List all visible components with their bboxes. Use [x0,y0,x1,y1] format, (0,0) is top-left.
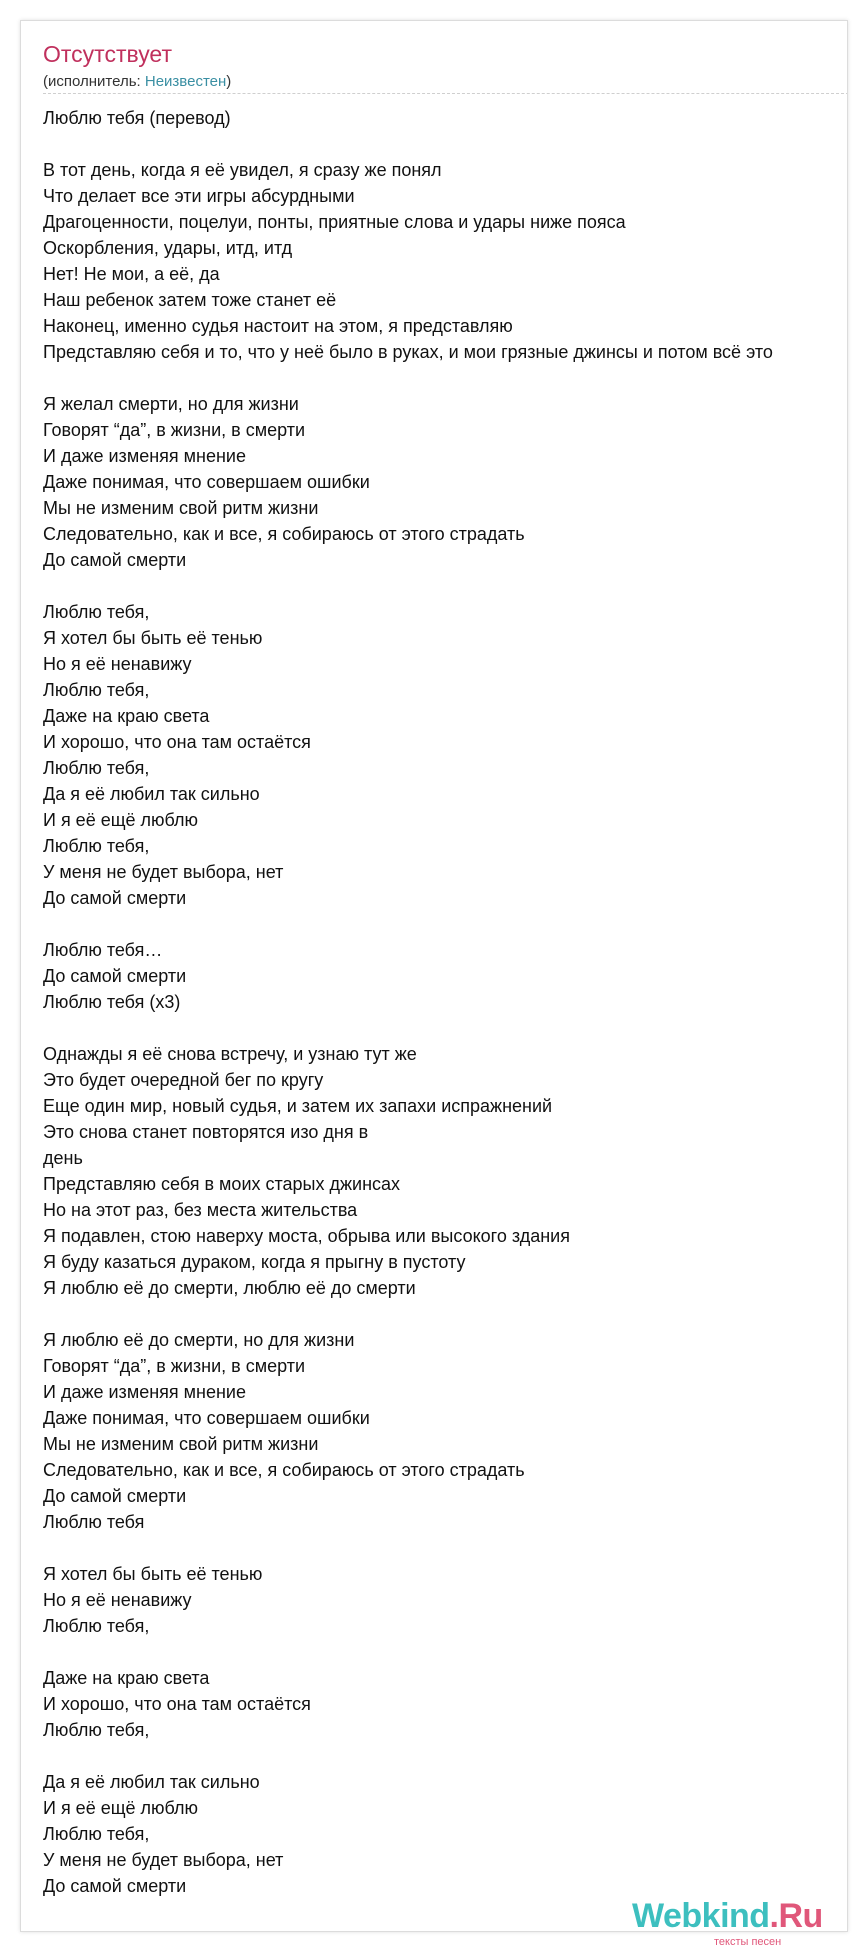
lyric-line: Да я её любил так сильно [43,784,260,804]
lyrics-text [43,105,848,1899]
lyric-line: До самой смерти [43,888,187,908]
stanza-gap [43,911,848,937]
lyric-line: Мы не изменим свой ритм жизни [43,1434,319,1454]
lyric-line: Еще один мир, новый судья, и затем их запахи испражнений [43,1096,553,1116]
lyric-line: Говорят “да”, в жизни, в смерти [43,420,306,440]
lyric-line: Наконец, именно судья настоит на этом, я представляю [43,316,513,336]
lyric-line: У меня не будет выбора, нет [43,1850,284,1870]
lyric-line: Я хотел бы быть её тенью [43,628,263,648]
lyric-line: Что делает все эти игры абсурдными [43,186,355,206]
lyric-line: До самой смерти [43,550,187,570]
lyric-line: день [43,1148,83,1168]
stanza-gap [43,131,848,157]
lyric-line: Представляю себя в моих старых джинсах [43,1174,401,1194]
lyric-line: Люблю тебя, [43,1720,150,1740]
stanza-gap [43,1639,848,1665]
header-divider [43,93,848,94]
lyric-line: Следовательно, как и все, я собираюсь от этого страдать [43,524,525,544]
lyrics-page [20,20,848,1932]
artist-suffix: ) [226,73,232,90]
lyric-line: И даже изменяя мнение [43,446,246,466]
lyric-line: Следовательно, как и все, я собираюсь от этого страдать [43,1460,525,1480]
lyric-line: Но я её ненавижу [43,654,192,674]
stanza-gap [43,1535,848,1561]
artist-line [43,73,231,90]
lyric-line: Оскорбления, удары, итд, итд [43,238,293,258]
lyric-line: Люблю тебя, [43,1824,150,1844]
lyric-line: Я буду казаться дураком, когда я прыгну в пустоту [43,1252,466,1272]
lyric-line: Говорят “да”, в жизни, в смерти [43,1356,306,1376]
lyric-line: Я люблю её до смерти, но для жизни [43,1330,355,1350]
stanza-gap [43,1015,848,1041]
lyric-line: И хорошо, что она там остаётся [43,1694,311,1714]
logo-brand: Webkind [632,1897,770,1935]
lyric-line: Я подавлен, стою наверху моста, обрыва или высокого здания [43,1226,570,1246]
lyric-line: Даже понимая, что совершаем ошибки [43,1408,370,1428]
lyric-line: Драгоценности, поцелуи, понты, приятные слова и удары ниже пояса [43,212,626,232]
lyric-line: В тот день, когда я её увидел, я сразу же понял [43,160,442,180]
logo-tld: .Ru [769,1897,823,1935]
lyric-line: Это снова станет повторятся изо дня в [43,1122,369,1142]
lyric-line: Да я её любил так сильно [43,1772,260,1792]
lyric-line: Однажды я её снова встречу, и узнаю тут же [43,1044,417,1064]
lyric-line: Люблю тебя [43,1512,145,1532]
lyric-line: Это будет очередной бег по кругу [43,1070,324,1090]
stanza-gap [43,573,848,599]
lyric-line: Люблю тебя, [43,1616,150,1636]
logo-tagline: тексты песен [714,1936,782,1948]
lyric-line: До самой смерти [43,1876,187,1896]
lyric-line: Даже на краю света [43,1668,210,1688]
artist-prefix: (исполнитель: [43,73,145,90]
lyric-line: И я её ещё люблю [43,1798,199,1818]
artist-link[interactable]: Неизвестен [144,73,227,90]
lyric-line: Люблю тебя, [43,602,150,622]
lyric-line: Я желал смерти, но для жизни [43,394,299,414]
lyric-line: И я её ещё люблю [43,810,199,830]
stanza-gap [43,1301,848,1327]
lyric-line: Мы не изменим свой ритм жизни [43,498,319,518]
lyric-line: Люблю тебя, [43,836,150,856]
lyric-line: Люблю тебя, [43,758,150,778]
lyric-line: Даже на краю света [43,706,210,726]
lyric-line: Но на этот раз, без места жительства [43,1200,358,1220]
lyric-line: До самой смерти [43,1486,187,1506]
lyric-line: Наш ребенок затем тоже станет её [43,290,337,310]
lyric-line: И хорошо, что она там остаётся [43,732,311,752]
webkind-logo [632,1897,832,1950]
stanza-gap [43,1743,848,1769]
lyric-line: Люблю тебя, [43,680,150,700]
lyric-line: Но я её ненавижу [43,1590,192,1610]
lyric-line: Даже понимая, что совершаем ошибки [43,472,370,492]
stanza-gap [43,365,848,391]
lyric-line: Нет! Не мои, а её, да [43,264,220,284]
lyric-line: У меня не будет выбора, нет [43,862,284,882]
lyric-line: Люблю тебя (x3) [43,992,181,1012]
song-title: Отсутствует [43,41,172,67]
lyric-line: Я хотел бы быть её тенью [43,1564,263,1584]
lyric-line: И даже изменяя мнение [43,1382,246,1402]
lyric-line: Я люблю её до смерти, люблю её до смерти [43,1278,416,1298]
lyric-line: Люблю тебя (перевод) [43,108,231,128]
lyric-line: Люблю тебя… [43,940,163,960]
lyric-line: До самой смерти [43,966,187,986]
lyric-line: Представляю себя и то, что у неё было в руках, и мои грязные джинсы и потом всё это [43,342,773,362]
logo-wordmark [632,1897,823,1936]
